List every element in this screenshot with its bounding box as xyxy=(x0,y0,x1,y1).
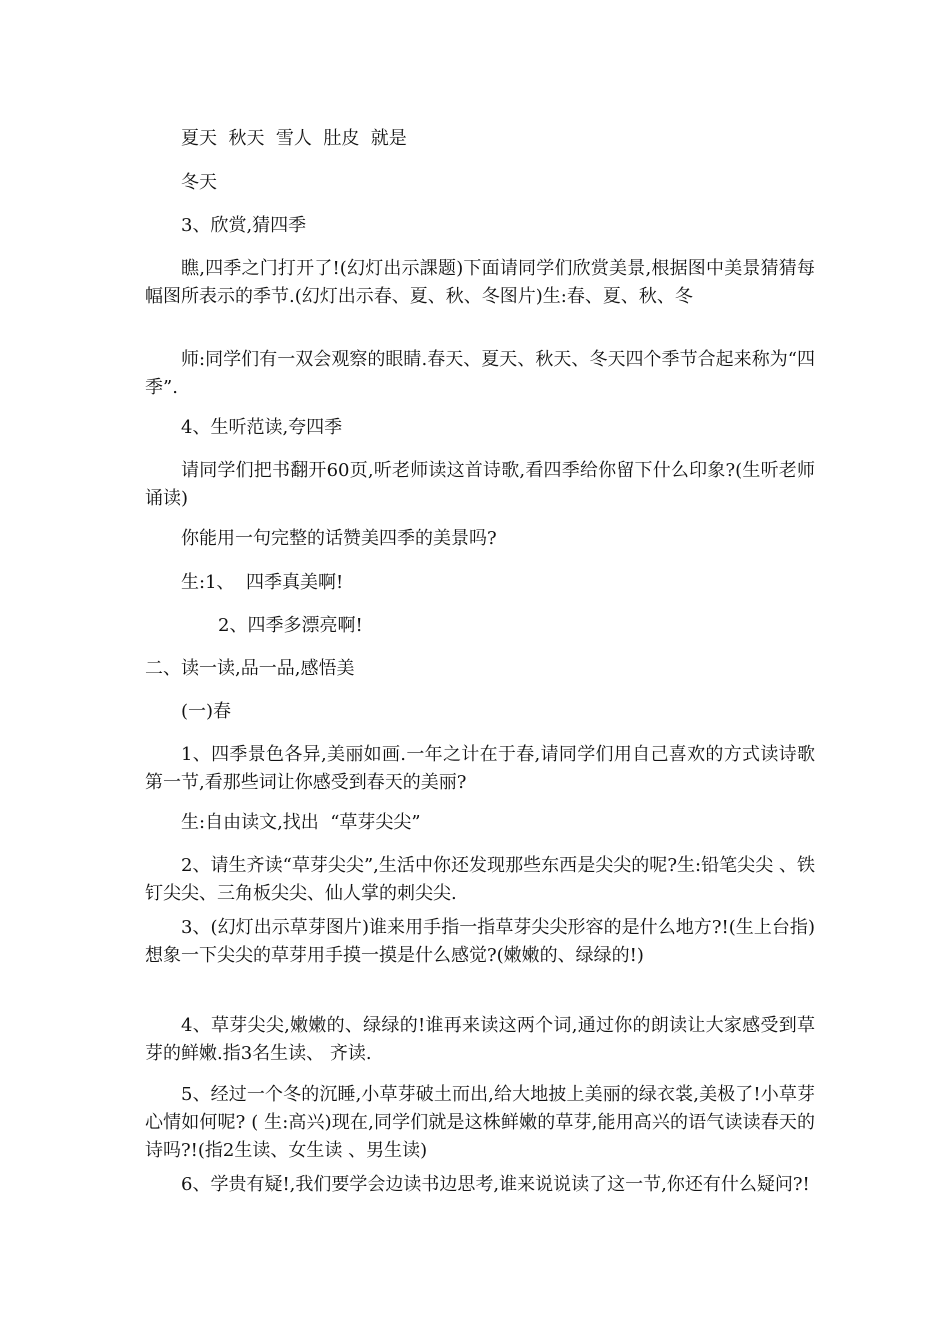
paragraph-winter-sleep: 5、经过一个冬的沉睡,小草芽破土而出,给大地披上美丽的绿衣裳,美极了!小草芽心情如何呢? ( 生:高兴)现在,同学们就是这株鲜嫩的草芽,能用高兴的语气读读春天的诗吗?!(指2生读、女生读 、男生读) xyxy=(145,1084,815,1161)
section-heading-listen: 4、生听范读,夸四季 xyxy=(181,417,343,438)
section-heading-read: 二、读一读,品一品,感悟美 xyxy=(145,658,355,679)
paragraph-spring-intro: 1、四季景色各异,美丽如画.一年之计在于春,请同学们用自己喜欢的方式读诗歌第一节,看那些词让你感受到春天的美丽? xyxy=(145,744,815,793)
subsection-heading-spring: (一)春 xyxy=(181,701,232,722)
paragraph-grass-sprout-image: 3、(幻灯出示草芽图片)谁来用手指一指草芽尖尖形容的是什么地方?!(生上台指)想象一下尖尖的草芽用手摸一摸是什么感觉?(嫩嫩的、绿绿的!) xyxy=(145,917,815,966)
text-line-seasons-words: 夏天 秋天 雪人 肚皮 就是 xyxy=(181,128,407,149)
text-line-student-answer-2: 2、四季多漂亮啊! xyxy=(218,615,363,636)
text-line-praise-question: 你能用一句完整的话赞美四季的美景吗? xyxy=(181,528,497,549)
text-line-free-reading: 生:自由读文,找出 “草芽尖尖” xyxy=(181,812,421,833)
section-heading-appreciate: 3、欣赏,猜四季 xyxy=(181,215,307,236)
text-line-student-answer-1: 生:1、 四季真美啊! xyxy=(181,572,344,593)
paragraph-four-seasons-door: 瞧,四季之门打开了!(幻灯出示課题)下面请同学们欣赏美景,根据图中美景猜猜每幅图所表示的季节.(幻灯出示春、夏、秋、冬图片)生:春、夏、秋、冬 xyxy=(145,258,815,307)
paragraph-question: 6、学贵有疑!,我们要学会边读书边思考,谁来说说读了这一节,你还有什么疑问?! xyxy=(181,1174,810,1195)
paragraph-read-words: 4、草芽尖尖,嫩嫩的、绿绿的!谁再来读这两个词,通过你的朗读让大家感受到草芽的鲜嫩.指3名生读、 齐读. xyxy=(145,1015,815,1064)
paragraph-open-book: 请同学们把书翻开60页,听老师读这首诗歌,看四季给你留下什么印象?(生听老师诵读) xyxy=(145,460,815,509)
text-line-winter: 冬天 xyxy=(181,172,217,193)
paragraph-sharp-things: 2、请生齐读“草芽尖尖”,生活中你还发现那些东西是尖尖的呢?生:铅笔尖尖 、铁钉尖尖、三角板尖尖、仙人掌的刺尖尖. xyxy=(145,855,815,904)
paragraph-teacher-observe: 师:同学们有一双会观察的眼睛.春天、夏天、秋天、冬天四个季节合起来称为“四季”. xyxy=(145,349,815,398)
